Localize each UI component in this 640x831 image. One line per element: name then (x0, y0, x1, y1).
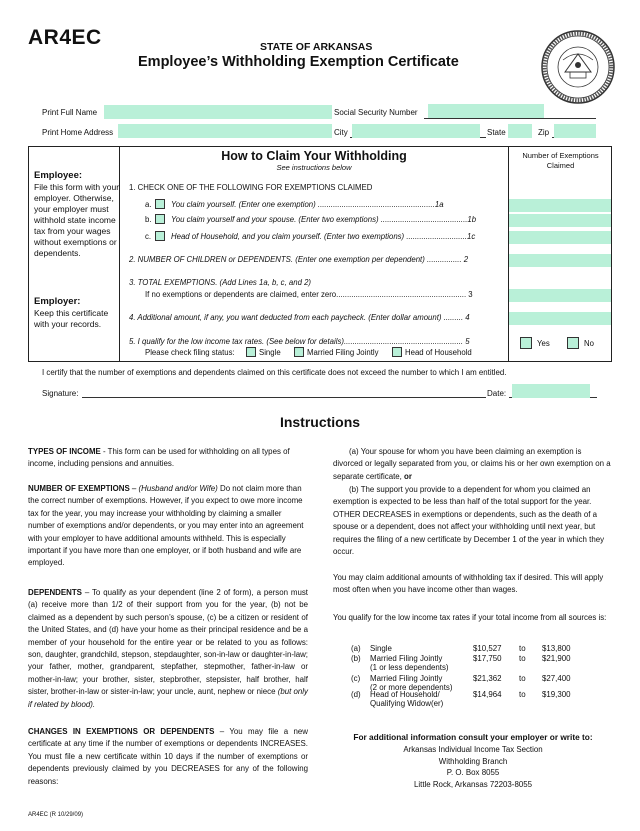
rate-to-word: to (519, 674, 526, 683)
contact-line: Arkansas Individual Income Tax Section (403, 745, 543, 754)
state-heading: STATE OF ARKANSAS (260, 41, 373, 53)
zip-label: Zip (538, 128, 550, 137)
line-1a-prefix: a. (145, 200, 152, 209)
rate-key: (b) (351, 654, 361, 663)
line-1a-checkbox[interactable] (155, 199, 165, 209)
status-hoh-label: Head of Household (405, 348, 472, 357)
rate-status-detail: (1 or less dependents) (370, 663, 449, 672)
rate-from: $14,964 (473, 690, 502, 699)
zip-input[interactable] (554, 124, 596, 138)
date-input[interactable] (512, 384, 590, 398)
exemptions-column-header: Number of Exemptions Claimed (522, 151, 599, 170)
low-income-yes-checkbox[interactable] (520, 337, 532, 349)
line-1b-prefix: b. (145, 215, 152, 224)
contact-address (333, 744, 613, 790)
low-income-no-checkbox[interactable] (567, 337, 579, 349)
dependents-paragraph: DEPENDENTS – To qualify as your dependent (line 2 of form), a person must (a) receive more than 1/2 of their support from you for the year, (b) not be claimed as a dependent by such person’s spouse, (c) be a citizen or resident of the United States, and (d) have your home as their principal residence and be a member of your household for the entire year or be related to you as follows: son, daughter, grandchild, stepson, stepdaughter, son-in-law or daughter-in-law; your father, mother, grandparent, stepfather, stepmother, father-in-law or mother-in-law; your brother, sister, stepbrother, stepsister, half brother, half sister, brother-in-law or sister-in-law; your uncle, aunt, nephew or niece (but only if related by blood). (28, 588, 308, 709)
line-5: 5. I qualify for the low income tax rates. (See below for details)....................................................... 5 (129, 337, 470, 346)
see-instructions-note: See instructions below (276, 163, 352, 172)
types-of-income-heading: TYPES OF INCOME (28, 447, 101, 456)
low-income-paragraph: You qualify for the low income tax rates if your total income from all sources is: (333, 613, 607, 622)
contact-line: Withholding Branch (438, 756, 508, 766)
full-name-input[interactable] (104, 105, 332, 119)
status-hoh-checkbox[interactable] (392, 347, 402, 357)
line-2: 2. NUMBER OF CHILDREN or DEPENDENTS. (Enter one exemption per dependent) ................ 2 (129, 255, 469, 264)
signature-label: Signature: (42, 389, 79, 398)
line-1b-checkbox[interactable] (155, 214, 165, 224)
dependents-heading: DEPENDENTS (28, 588, 82, 597)
box-heading: How to Claim Your Withholding (221, 149, 407, 163)
rate-upto: $13,800 (542, 644, 571, 653)
status-mfj-checkbox[interactable] (294, 347, 304, 357)
rate-from: $17,750 (473, 654, 502, 663)
ssn-label: Social Security Number (334, 108, 418, 117)
certification-text: I certify that the number of exemptions and dependents claimed on this certificate does not exceed the number to which I am entitled. (42, 368, 507, 377)
ssn-input[interactable] (428, 104, 544, 118)
changes-paragraph: CHANGES IN EXEMPTIONS OR DEPENDENTS – You may file a new certificate at any time if the number of exemptions or dependents INCREASES. You must file a new certificate within 10 days if the number of exemptions or dependents previously claimed by you DECREASES for any of the following reasons: (28, 727, 308, 786)
city-label: City (334, 128, 348, 137)
number-of-exemptions-paragraph: NUMBER OF EXEMPTIONS – (Husband and/or Wife) Do not claim more than the correct number of exemptions. However, if you expect to owe more income tax for the year, you may increase your withholding by claiming a smaller number of exemptions and/or dependents, or you may enter into an agreement with your employer to have additional amounts withheld. This is especially important if you have more than one employer, or if both husband and wife are employed. (28, 484, 304, 568)
form-title: Employee’s Withholding Exemption Certificate (138, 54, 459, 70)
rate-upto: $19,300 (542, 690, 571, 699)
changes-heading: CHANGES IN EXEMPTIONS OR DEPENDENTS (28, 727, 215, 736)
contact-line: P. O. Box 8055 (446, 768, 500, 777)
employee-heading: Employee: (34, 170, 83, 181)
reason-a-paragraph: (a) Your spouse for whom you have been claiming an exemption is divorced or legally separated from you, or claims his or her own exemption on a separate certificate, or (333, 447, 611, 481)
rate-key: (d) (351, 690, 361, 699)
rate-status: Single (370, 644, 392, 653)
rate-to-word: to (519, 690, 526, 699)
reason-b-paragraph: (b) The support you provide to a dependent for whom you claimed an exemption is expected to be less than half of the total support for the year. OTHER DECREASES in exemptions or dependents, such as the death of a spouse or a dependent, does not affect your withholding until next year, but requires the filing of a new certificate by December 1 of the year in which they occur. (333, 485, 605, 557)
line-1c-exemptions-input[interactable] (509, 231, 611, 244)
date-label: Date: (487, 389, 507, 398)
rate-status-detail: Qualifying Widow(er) (370, 699, 444, 708)
rate-from: $10,527 (473, 644, 502, 653)
status-mfj-label: Married Filing Jointly (307, 348, 379, 357)
instructions-title: Instructions (279, 414, 361, 430)
additional-withholding-paragraph: You may claim additional amounts of withholding tax if desired. This will apply most often when you have income other than wages. (333, 573, 604, 595)
line-1c-checkbox[interactable] (155, 231, 165, 241)
status-single-checkbox[interactable] (246, 347, 256, 357)
contact-line: Little Rock, Arkansas 72203-8055 (414, 779, 532, 789)
yes-label: Yes (537, 339, 550, 348)
line-3: 3. TOTAL EXEMPTIONS. (Add Lines 1a, b, c, and 2) (129, 278, 312, 287)
line-1c-prefix: c. (145, 232, 152, 241)
line-3-total-input[interactable] (509, 289, 611, 302)
line-1: 1. CHECK ONE OF THE FOLLOWING FOR EXEMPTIONS CLAIMED (129, 183, 373, 192)
rate-from: $21,362 (473, 674, 502, 683)
line-4: 4. Additional amount, if any, you want deducted from each paycheck. (Enter dollar amount) ......... 4 (129, 313, 470, 322)
line-1c: Head of Household, and you claim yourself. (Enter two exemptions) ............................1c (171, 232, 476, 241)
number-of-exemptions-heading: NUMBER OF EXEMPTIONS (28, 484, 130, 493)
status-single-label: Single (259, 348, 281, 357)
city-input[interactable] (352, 124, 480, 138)
rate-status: Married Filing Jointly (370, 674, 443, 683)
line-3-note: If no exemptions or dependents are claimed, enter zero............................................................ 3 (145, 290, 473, 299)
line-1b-exemptions-input[interactable] (509, 214, 611, 227)
full-name-label: Print Full Name (42, 108, 98, 117)
line-4-amount-input[interactable] (509, 312, 611, 325)
employer-heading: Employer: (34, 296, 81, 307)
rate-to-word: to (519, 654, 526, 663)
rate-to-word: to (519, 644, 526, 653)
filing-status-label: Please check filing status: (145, 348, 235, 357)
rate-status: Married Filing Jointly (370, 654, 443, 663)
no-label: No (584, 339, 594, 348)
line-1b: You claim yourself and your spouse. (Enter two exemptions) ........................................1b (171, 215, 477, 224)
line-1a: You claim yourself. (Enter one exemption) ......................................................1a (171, 200, 444, 209)
contact-heading: For additional information consult your employer or write to: (353, 732, 593, 742)
employer-text: Keep this certificate with your records. (34, 308, 109, 329)
employee-text: File this form with your employer. Otherwise, your employer must withhold state income tax from your wages without exemptions or dependents. (34, 182, 120, 258)
rate-upto: $21,900 (542, 654, 571, 663)
home-address-input[interactable] (118, 124, 332, 138)
rate-status: Head of Household/ (370, 690, 440, 699)
rate-status-detail: (2 or more dependents) (370, 683, 453, 692)
state-label: State (487, 128, 506, 137)
state-seal-logo (541, 30, 615, 104)
form-number: AR4EC (28, 26, 102, 49)
state-input[interactable] (508, 124, 532, 138)
line-1a-exemptions-input[interactable] (509, 199, 611, 212)
types-of-income-paragraph: TYPES OF INCOME - This form can be used for withholding on all types of income, including pensions and annuities. (28, 447, 290, 469)
line-2-dependents-input[interactable] (509, 254, 611, 267)
rate-upto: $27,400 (542, 674, 571, 683)
signature-line[interactable] (82, 397, 486, 398)
form-revision: AR4EC (R 10/29/09) (28, 812, 84, 818)
rate-key: (c) (351, 674, 361, 683)
home-address-label: Print Home Address (42, 128, 114, 137)
rate-key: (a) (351, 644, 361, 653)
